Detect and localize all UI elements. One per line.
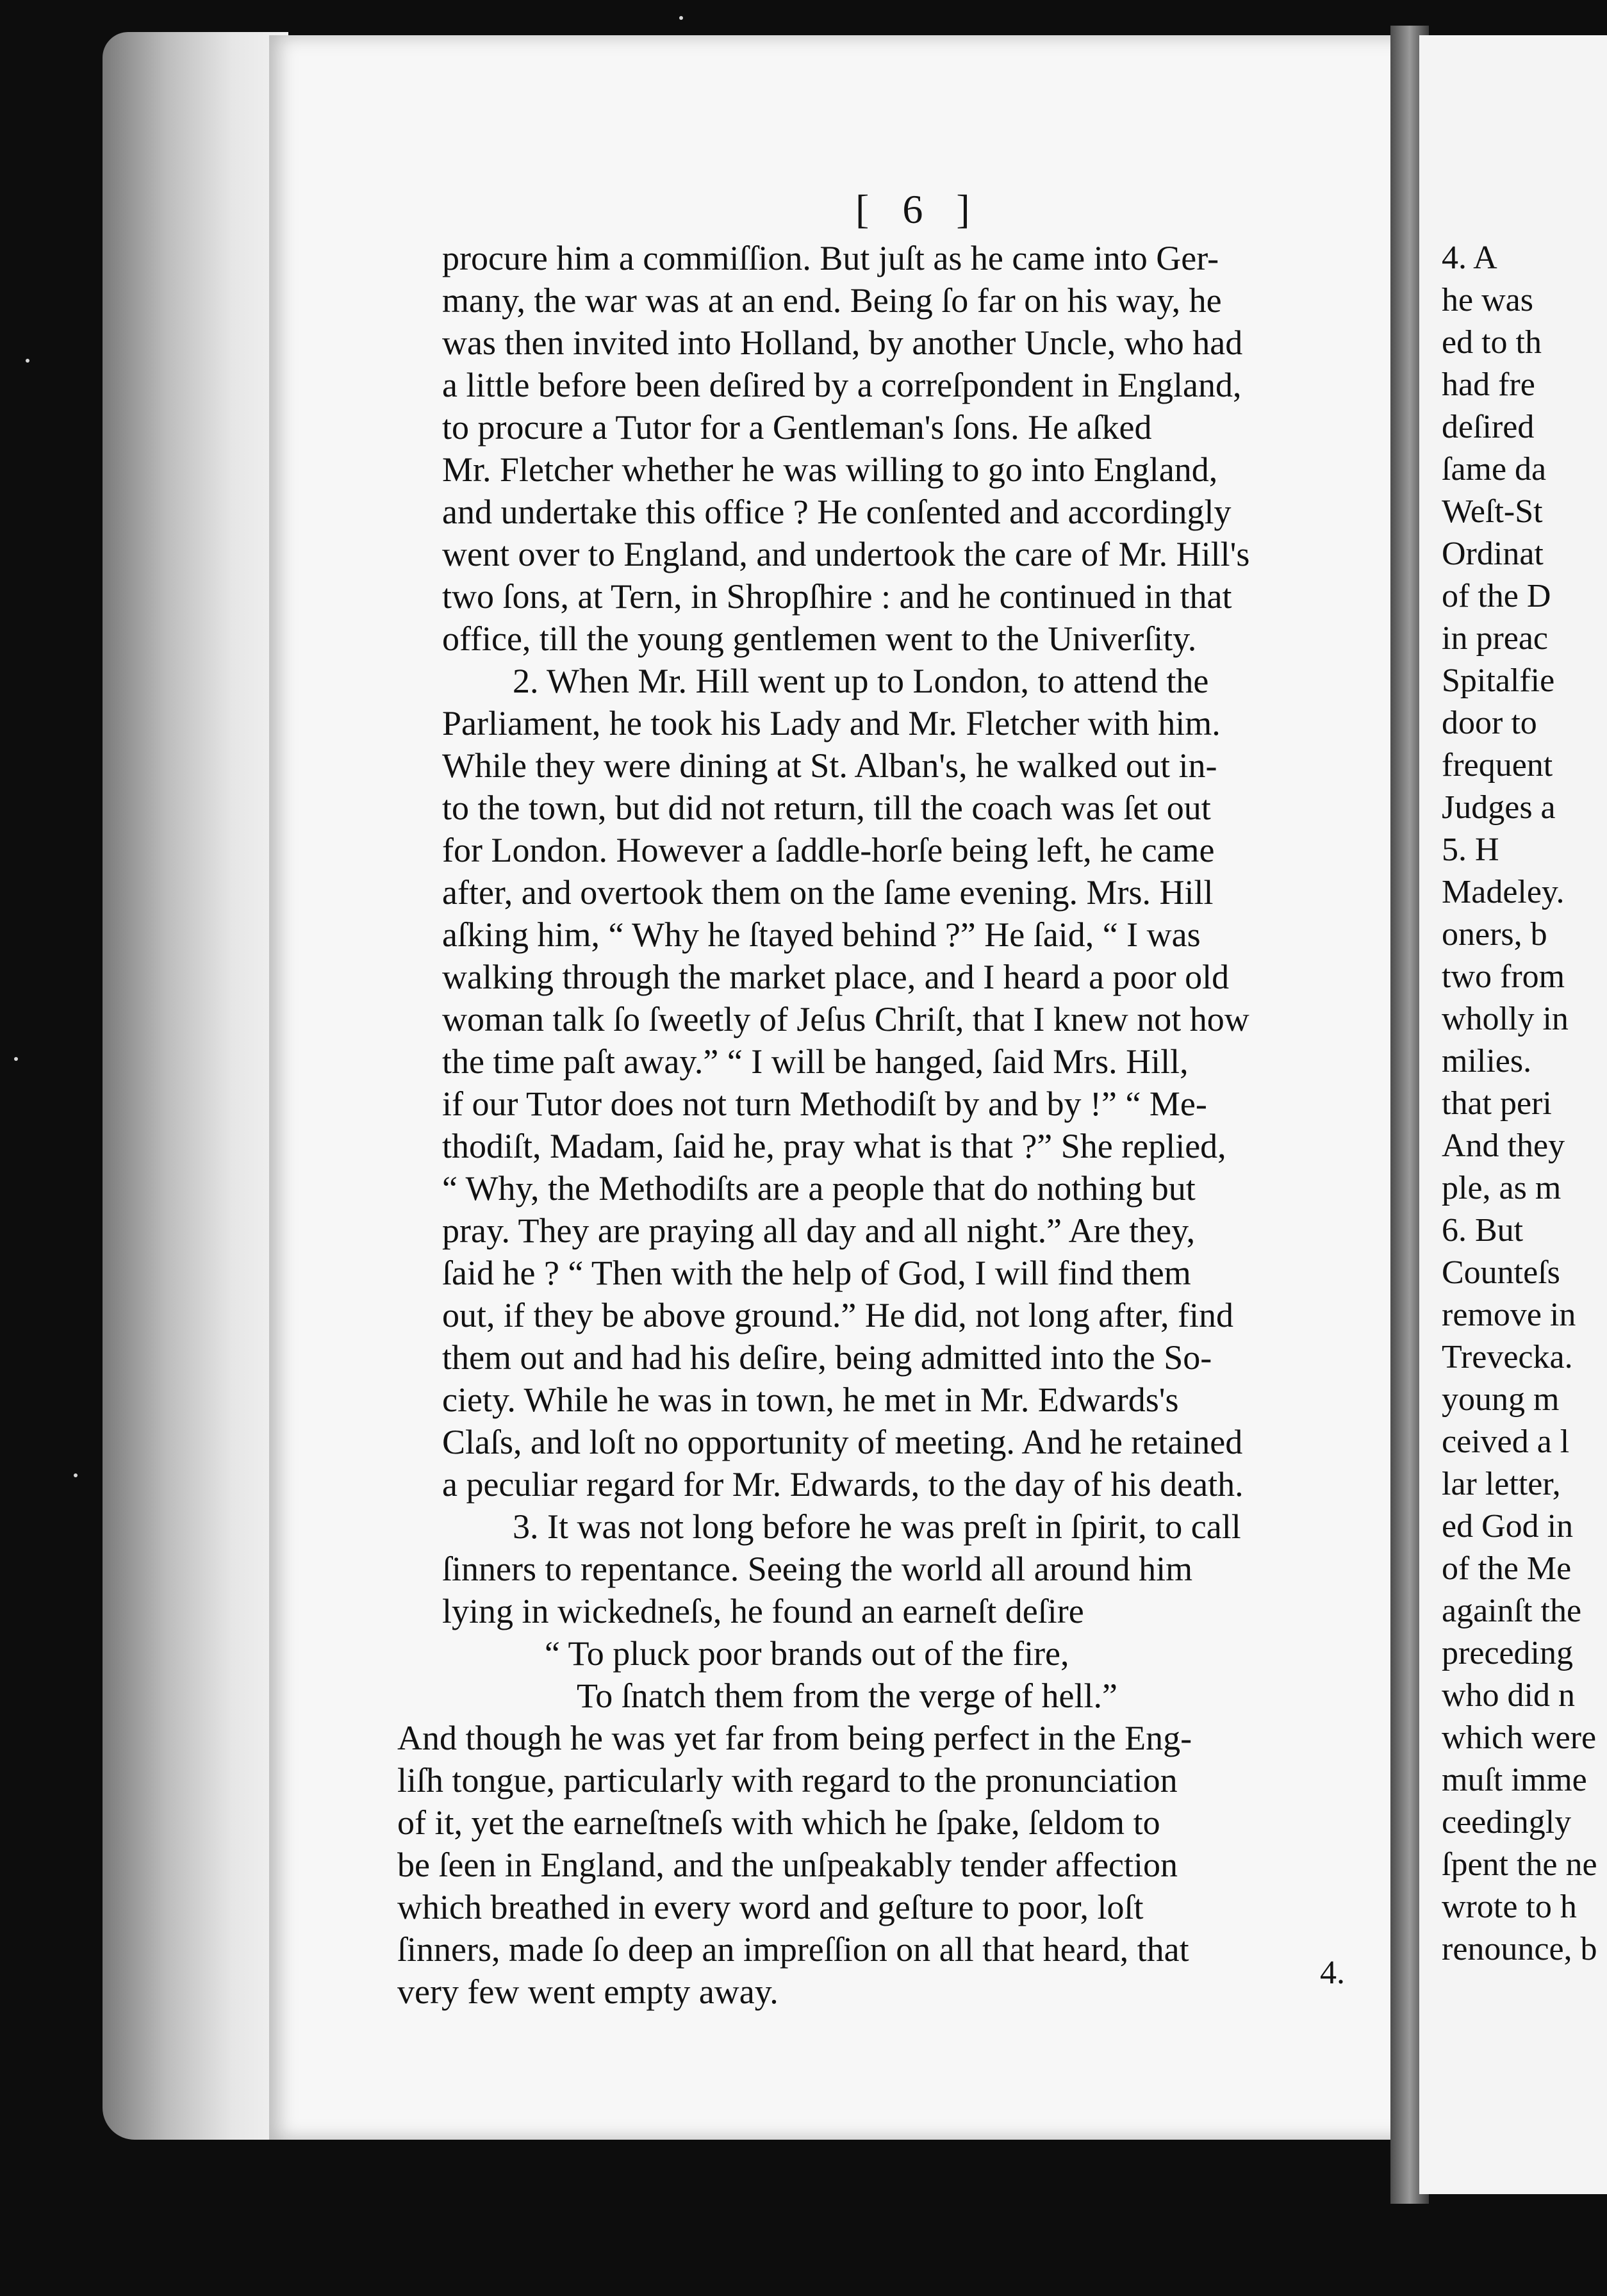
scan-speck — [26, 359, 29, 363]
text-line: To ſnatch them from the verge of hell.” — [577, 1677, 1117, 1715]
right-text-line: wrote to h — [1442, 1889, 1577, 1925]
text-line: 2. When Mr. Hill went up to London, to attend the — [513, 662, 1209, 700]
right-text-line: in preac — [1442, 620, 1549, 657]
text-line: be ſeen in England, and the unſpeakably tender affection — [397, 1846, 1178, 1884]
text-line: “ To pluck poor brands out of the fire, — [545, 1634, 1069, 1673]
text-line: woman talk ſo ſweetly of Jeſus Chriſt, that I knew not how — [442, 1000, 1249, 1038]
text-line: out, if they be above ground.” He did, not long after, find — [442, 1296, 1234, 1334]
text-line: thodiſt, Madam, ſaid he, pray what is that ?” She replied, — [442, 1127, 1226, 1165]
right-text-line: ple, as m — [1442, 1170, 1562, 1206]
right-text-line: And they — [1442, 1128, 1565, 1164]
text-line: liſh tongue, particularly with regard to the pronunciation — [397, 1761, 1178, 1800]
right-text-line: againſt the — [1442, 1593, 1582, 1629]
page-number: [ 6 ] — [855, 186, 982, 232]
text-line: procure him a commiſſion. But juſt as he came into Ger- — [442, 239, 1219, 277]
text-line: ſinners, made ſo deep an impreſſion on all that heard, that — [397, 1930, 1189, 1969]
right-text-line: ceived a l — [1442, 1423, 1570, 1460]
right-text-line: Counteſs — [1442, 1254, 1560, 1291]
text-line: them out and had his deſire, being admitted into the So- — [442, 1338, 1212, 1377]
text-line: “ Why, the Methodiſts are a people that do nothing but — [442, 1169, 1196, 1208]
text-line: aſking him, “ Why he ſtayed behind ?” He ſaid, “ I was — [442, 915, 1201, 954]
worn-page-edge — [103, 32, 288, 2140]
text-line: many, the war was at an end. Being ſo far on his way, he — [442, 281, 1222, 320]
main-text-block — [397, 237, 1390, 2013]
right-text-line: door to — [1442, 705, 1537, 741]
right-text-line: which were — [1442, 1719, 1597, 1756]
text-line: pray. They are praying all day and all night.” Are they, — [442, 1211, 1196, 1250]
text-line: which breathed in every word and geſture to poor, loſt — [397, 1888, 1144, 1926]
text-line: and undertake this office ? He conſented and accordingly — [442, 493, 1232, 531]
right-text-line: wholly in — [1442, 1001, 1569, 1037]
right-text-line: two from — [1442, 958, 1565, 995]
text-line: ſinners to repentance. Seeing the world all around him — [442, 1550, 1193, 1588]
text-line: to the town, but did not return, till the coach was ſet out — [442, 789, 1211, 827]
text-line: Parliament, he took his Lady and Mr. Fletcher with him. — [442, 704, 1221, 742]
right-text-line: muſt imme — [1442, 1762, 1587, 1798]
right-text-line: ed to th — [1442, 324, 1542, 361]
right-text-line: ſpent the ne — [1442, 1846, 1597, 1883]
right-text-line: 4. A — [1442, 240, 1497, 276]
right-text-line: oners, b — [1442, 916, 1547, 953]
text-line: went over to England, and undertook the care of Mr. Hill's — [442, 535, 1250, 573]
right-text-line: young m — [1442, 1381, 1560, 1418]
right-text-line: who did n — [1442, 1677, 1575, 1714]
right-text-line: Madeley. — [1442, 874, 1565, 910]
scan-speck — [14, 1057, 18, 1061]
text-line: was then invited into Holland, by another Uncle, who had — [442, 324, 1243, 362]
text-line: ſaid he ? “ Then with the help of God, I will find them — [442, 1254, 1191, 1292]
right-page-text-fragment — [1442, 237, 1597, 1971]
right-text-line: frequent — [1442, 747, 1553, 783]
text-line: Claſs, and loſt no opportunity of meeting. And he retained — [442, 1423, 1243, 1461]
text-line: And though he was yet far from being perfect in the Eng- — [397, 1719, 1192, 1757]
right-text-line: he was — [1442, 282, 1533, 318]
right-text-line: had fre — [1442, 366, 1535, 403]
right-text-line: ed God in — [1442, 1508, 1574, 1545]
text-line: Mr. Fletcher whether he was willing to go into England, — [442, 450, 1218, 489]
right-text-line: that peri — [1442, 1085, 1552, 1122]
scan-speck — [74, 1473, 78, 1477]
text-line: of it, yet the earneſtneſs with which he ſpake, ſeldom to — [397, 1803, 1160, 1842]
catchword: 4. — [1320, 1955, 1345, 1991]
text-line: walking through the market place, and I heard a poor old — [442, 958, 1230, 996]
right-text-line: Weſt-St — [1442, 493, 1543, 530]
text-line: office, till the young gentlemen went to the Univerſity. — [442, 619, 1197, 658]
right-text-line: Judges a — [1442, 789, 1556, 826]
scan-speck — [679, 16, 683, 20]
text-line: after, and overtook them on the ſame evening. Mrs. Hill — [442, 873, 1214, 912]
right-text-line: of the D — [1442, 578, 1551, 614]
right-text-line: of the Me — [1442, 1550, 1572, 1587]
right-text-line: Ordinat — [1442, 536, 1544, 572]
text-line: While they were dining at St. Alban's, he walked out in- — [442, 746, 1217, 785]
text-line: for London. However a ſaddle-horſe being left, he came — [442, 831, 1215, 869]
text-line: to procure a Tutor for a Gentleman's ſons. He aſked — [442, 408, 1152, 447]
right-text-line: 5. H — [1442, 832, 1499, 868]
text-line: 3. It was not long before he was preſt in ſpirit, to call — [513, 1507, 1241, 1546]
text-line: the time paſt away.” “ I will be hanged, ſaid Mrs. Hill, — [442, 1042, 1189, 1081]
text-line: ciety. While he was in town, he met in Mr. Edwards's — [442, 1381, 1179, 1419]
right-text-line: Trevecka. — [1442, 1339, 1573, 1375]
right-text-line: lar letter, — [1442, 1466, 1561, 1502]
text-line: a peculiar regard for Mr. Edwards, to the day of his death. — [442, 1465, 1244, 1504]
text-line: lying in wickedneſs, he found an earneſt deſire — [442, 1592, 1084, 1630]
right-text-line: ceedingly — [1442, 1804, 1572, 1841]
text-line: if our Tutor does not turn Methodiſt by and by !” “ Me- — [442, 1085, 1207, 1123]
right-text-line: deſired — [1442, 409, 1535, 445]
right-text-line: remove in — [1442, 1297, 1576, 1333]
text-line: a little before been deſired by a correſpondent in England, — [442, 366, 1242, 404]
right-text-line: milies. — [1442, 1043, 1532, 1079]
right-text-line: preceding — [1442, 1635, 1574, 1671]
right-text-line: Spitalfie — [1442, 662, 1555, 699]
right-text-line: 6. But — [1442, 1212, 1524, 1249]
text-line: two ſons, at Tern, in Shropſhire : and he continued in that — [442, 577, 1232, 616]
text-line: very few went empty away. — [397, 1972, 779, 2011]
right-text-line: ſame da — [1442, 451, 1547, 488]
right-text-line: renounce, b — [1442, 1931, 1597, 1967]
